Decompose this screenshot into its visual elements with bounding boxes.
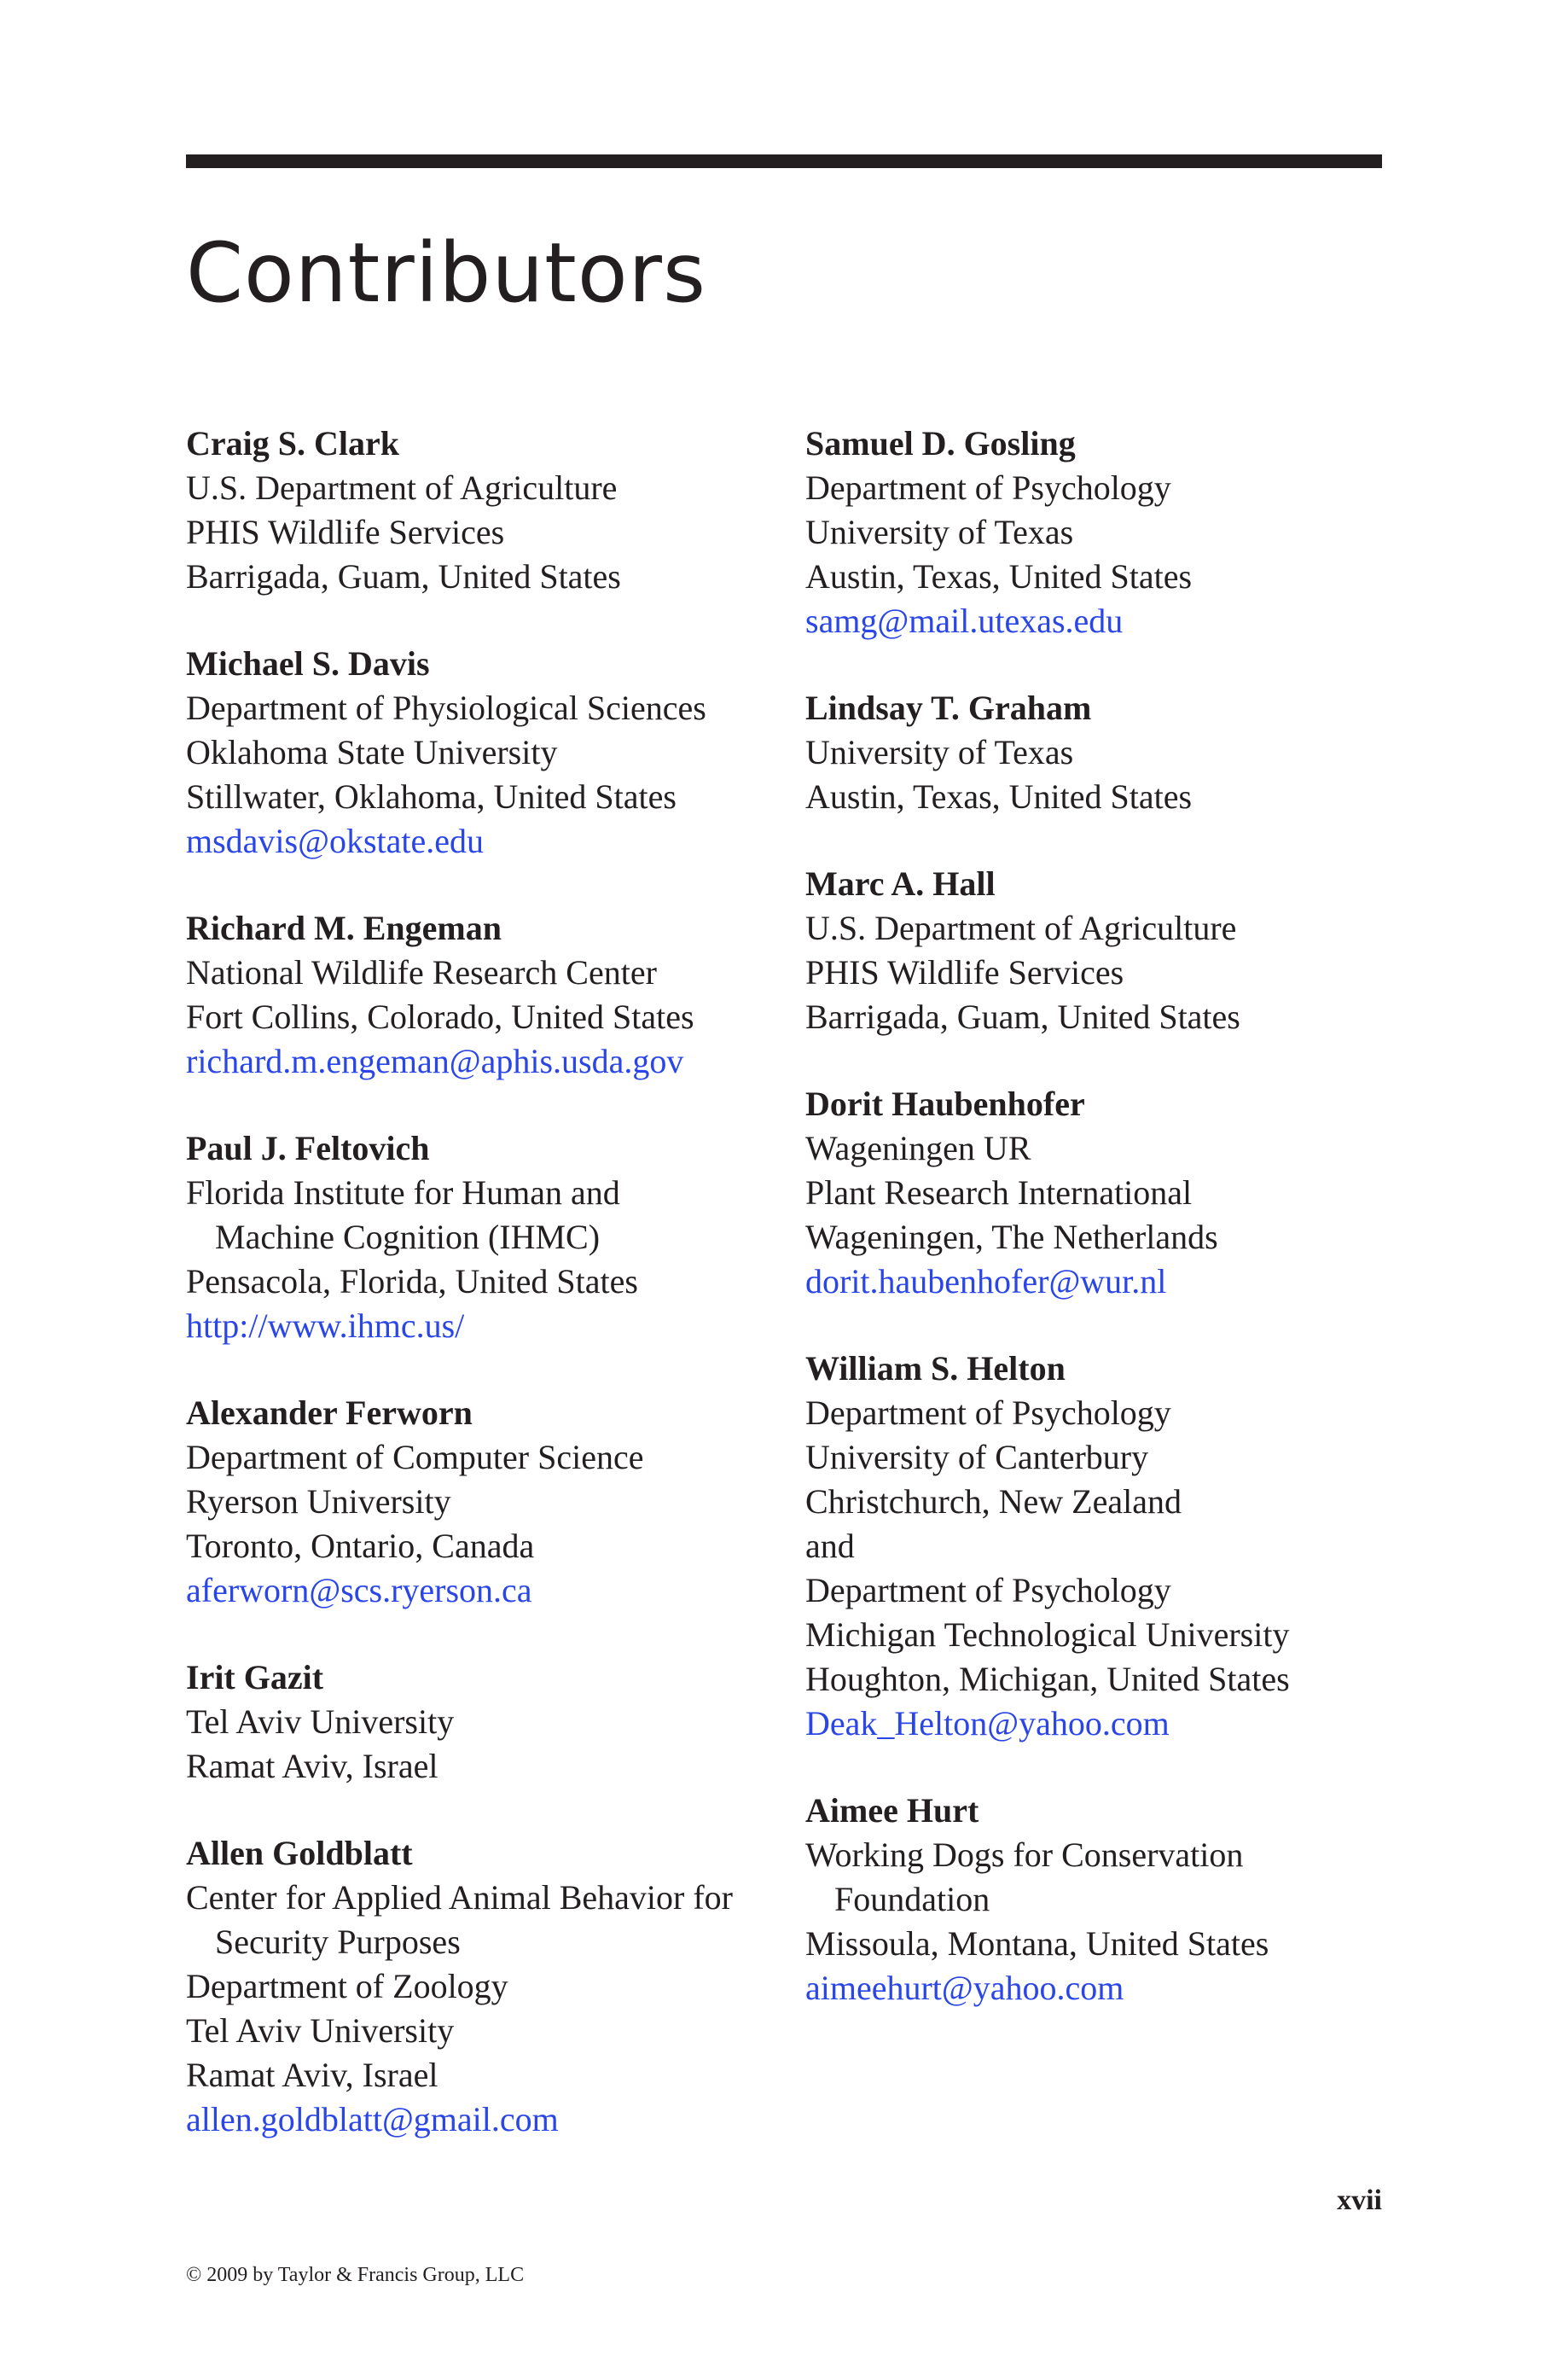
affiliation-line: Department of Zoology xyxy=(186,1967,508,2005)
affiliation-line: Florida Institute for Human and xyxy=(186,1173,620,1212)
contributor-name: Lindsay T. Graham xyxy=(805,689,1092,727)
affiliation-line: Barrigada, Guam, United States xyxy=(186,557,621,596)
affiliation-line: PHIS Wildlife Services xyxy=(805,953,1124,992)
contributors-right-column xyxy=(805,422,1402,2053)
contributor-name: Dorit Haubenhofer xyxy=(805,1085,1085,1123)
affiliation-line: Department of Psychology xyxy=(805,1571,1171,1609)
contributor-name: Richard M. Engeman xyxy=(186,909,502,947)
contributor-entry xyxy=(186,1126,783,1348)
affiliation-line: U.S. Department of Agriculture xyxy=(805,909,1237,947)
contributor-email-link[interactable]: richard.m.engeman@aphis.usda.gov xyxy=(186,1042,684,1080)
page-title: Contributors xyxy=(186,225,707,321)
contributor-email-link[interactable]: samg@mail.utexas.edu xyxy=(805,602,1124,640)
affiliation-line: Department of Physiological Sciences xyxy=(186,689,706,727)
affiliation-line: Department of Psychology xyxy=(805,468,1171,507)
affiliation-line: Department of Computer Science xyxy=(186,1438,644,1476)
contributor-entry xyxy=(186,906,783,1084)
affiliation-line: Pensacola, Florida, United States xyxy=(186,1262,638,1300)
copyright-notice: © 2009 by Taylor & Francis Group, LLC xyxy=(186,2264,525,2286)
affiliation-line: Center for Applied Animal Behavior for xyxy=(186,1878,733,1917)
contributor-entry xyxy=(805,862,1402,1039)
affiliation-line: Christchurch, New Zealand xyxy=(805,1482,1182,1521)
contributors-left-column xyxy=(186,422,783,2185)
affiliation-line: Wageningen UR xyxy=(805,1129,1031,1167)
header-rule xyxy=(186,154,1382,168)
affiliation-line: Tel Aviv University xyxy=(186,2011,455,2050)
contributor-entry xyxy=(805,686,1402,819)
affiliation-line: Toronto, Ontario, Canada xyxy=(186,1527,535,1565)
contributor-name: Michael S. Davis xyxy=(186,644,430,683)
contributor-entry xyxy=(186,642,783,864)
contributor-name: William S. Helton xyxy=(805,1349,1066,1388)
contributor-email-link[interactable]: aferworn@scs.ryerson.ca xyxy=(186,1571,532,1609)
contributor-email-link[interactable]: aimeehurt@yahoo.com xyxy=(805,1969,1124,2007)
affiliation-line: Ramat Aviv, Israel xyxy=(186,2056,438,2094)
contributor-entry xyxy=(186,1655,783,1789)
affiliation-line: Missoula, Montana, United States xyxy=(805,1924,1269,1963)
affiliation-line: Tel Aviv University xyxy=(186,1702,455,1741)
affiliation-line: Department of Psychology xyxy=(805,1393,1171,1432)
affiliation-line: Austin, Texas, United States xyxy=(805,777,1193,816)
affiliation-line: Barrigada, Guam, United States xyxy=(805,998,1240,1036)
contributor-name: Craig S. Clark xyxy=(186,424,399,463)
contributor-entry xyxy=(186,422,783,599)
contributor-name: Allen Goldblatt xyxy=(186,1834,413,1872)
contributor-email-link[interactable]: msdavis@okstate.edu xyxy=(186,822,485,860)
page-number: xvii xyxy=(1337,2185,1382,2216)
contributor-entry xyxy=(186,1391,783,1613)
affiliation-line: Stillwater, Oklahoma, United States xyxy=(186,777,677,816)
contributor-name: Irit Gazit xyxy=(186,1658,324,1696)
contributor-email-link[interactable]: dorit.haubenhofer@wur.nl xyxy=(805,1262,1167,1300)
affiliation-line: Ryerson University xyxy=(186,1482,451,1521)
affiliation-line: Austin, Texas, United States xyxy=(805,557,1193,596)
affiliation-line: National Wildlife Research Center xyxy=(186,953,657,992)
contributor-email-link[interactable]: Deak_Helton@yahoo.com xyxy=(805,1704,1170,1743)
affiliation-line: Michigan Technological University xyxy=(805,1615,1290,1654)
contributor-entry xyxy=(186,1831,783,2142)
contributor-email-link[interactable]: http://www.ihmc.us/ xyxy=(186,1306,465,1345)
affiliation-line: University of Texas xyxy=(805,733,1074,771)
affiliation-line: Security Purposes xyxy=(215,1923,461,1961)
affiliation-line: Wageningen, The Netherlands xyxy=(805,1218,1218,1256)
affiliation-line: and xyxy=(805,1527,855,1565)
affiliation-line: Ramat Aviv, Israel xyxy=(186,1747,438,1785)
affiliation-line: Machine Cognition (IHMC) xyxy=(215,1218,601,1256)
affiliation-line: U.S. Department of Agriculture xyxy=(186,468,618,507)
affiliation-line: University of Texas xyxy=(805,513,1074,551)
affiliation-line: University of Canterbury xyxy=(805,1438,1149,1476)
contributor-entry xyxy=(805,422,1402,643)
affiliation-line: Fort Collins, Colorado, United States xyxy=(186,998,694,1036)
affiliation-line: Plant Research International xyxy=(805,1173,1193,1212)
contributor-name: Marc A. Hall xyxy=(805,864,996,903)
contributor-name: Samuel D. Gosling xyxy=(805,424,1076,463)
contributor-name: Paul J. Feltovich xyxy=(186,1129,430,1167)
affiliation-line: PHIS Wildlife Services xyxy=(186,513,505,551)
affiliation-line: Oklahoma State University xyxy=(186,733,558,771)
contributor-entry xyxy=(805,1789,1402,2010)
affiliation-line: Working Dogs for Conservation xyxy=(805,1836,1244,1874)
contributor-name: Alexander Ferworn xyxy=(186,1393,473,1432)
contributor-entry xyxy=(805,1347,1402,1746)
contributor-entry xyxy=(805,1082,1402,1304)
affiliation-line: Foundation xyxy=(834,1880,990,1918)
affiliation-line: Houghton, Michigan, United States xyxy=(805,1660,1290,1698)
contributor-name: Aimee Hurt xyxy=(805,1791,979,1830)
contributor-email-link[interactable]: allen.goldblatt@gmail.com xyxy=(186,2100,559,2138)
